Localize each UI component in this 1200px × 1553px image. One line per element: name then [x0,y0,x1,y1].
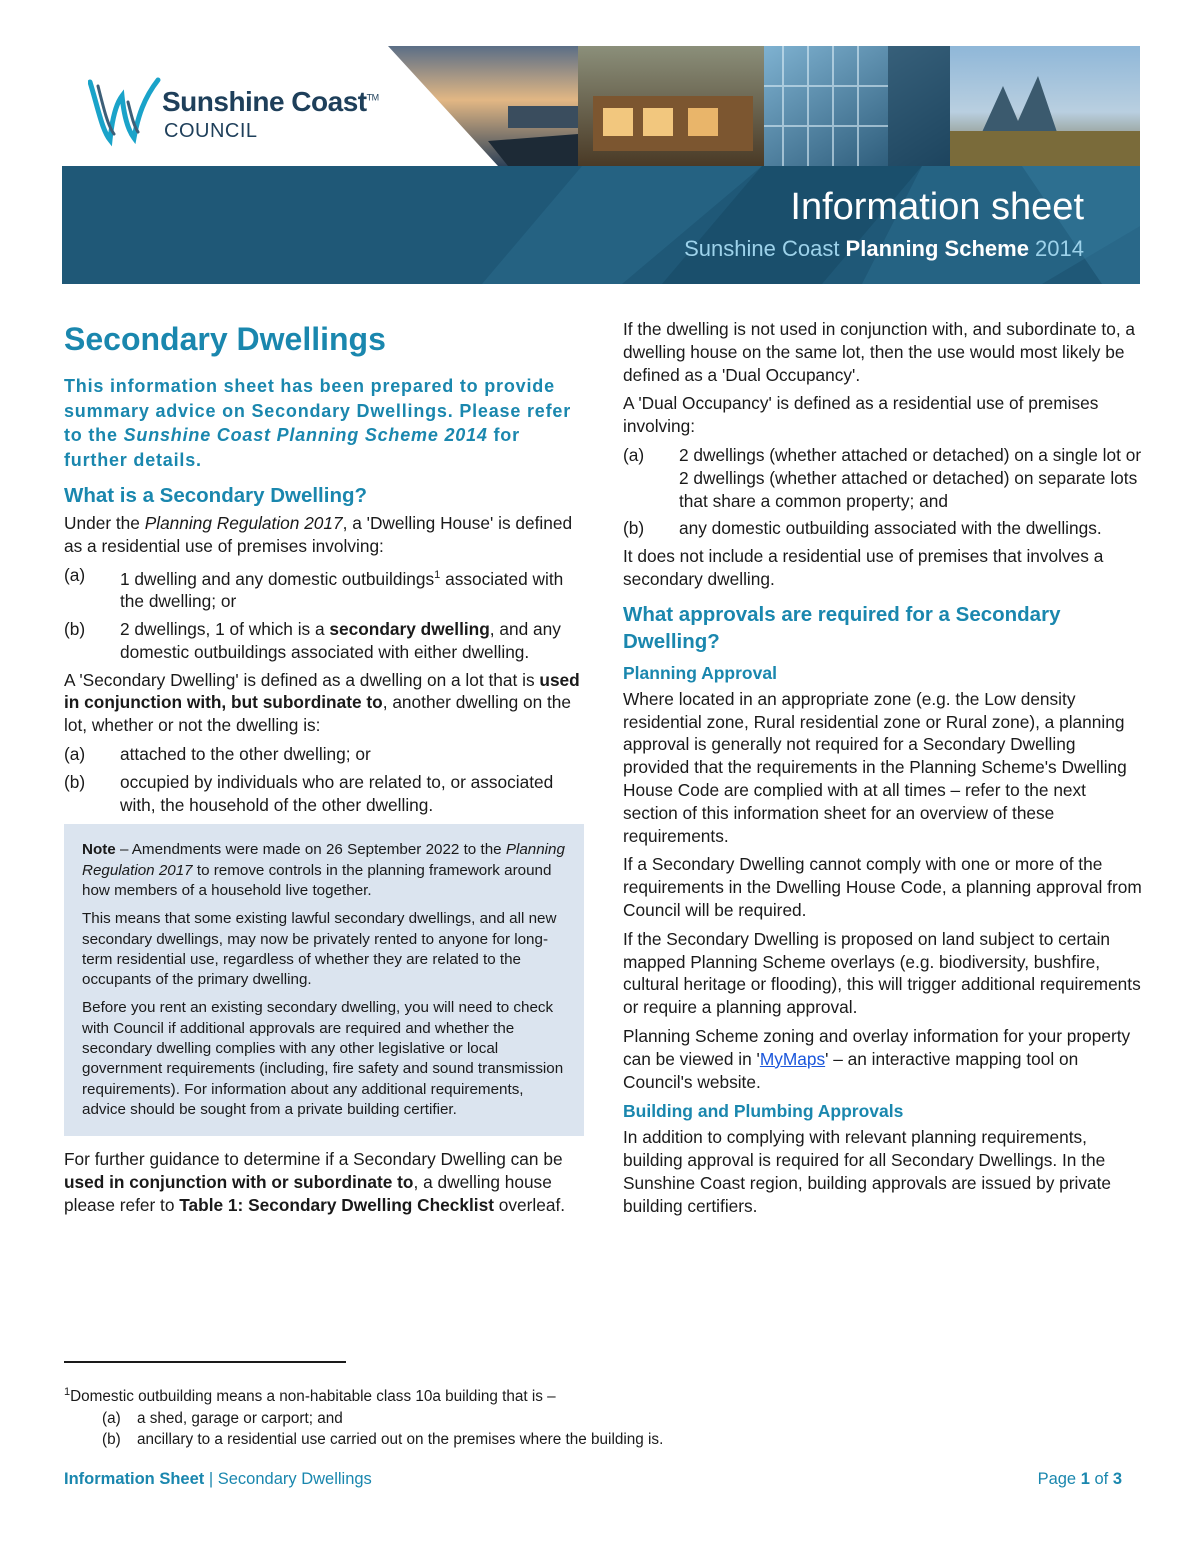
further-guidance-paragraph: For further guidance to determine if a Secondary Dwelling can be used in conjunction with or subordinate to, a dwelling house please refer to Table 1: Secondary Dwelling Checklist overleaf. [64,1149,566,1215]
footnote-text: $^1$Domestic outbuilding means a non-habitable class 10a building that is – [64,1386,556,1406]
planning-approval-paragraph: Where located in an appropriate zone (e.g. the Low density residential zone, Rural residential zone or Rural zone), a planning approval is generally not required for a Secondary Dwelling provided that the requirements in the Planning Scheme's Dwelling House Code are complied with at all times – refer to the next section of this information sheet for an overview of these requirements. [623,688,1127,846]
mymaps-link[interactable]: MyMaps [759,1048,826,1069]
council-logo [88,68,388,148]
heading-planning-approval: Planning Approval [623,662,777,683]
dual-occupancy-intro: If the dwelling is not used in conjunction with, and subordinate to, a dwelling house on the same lot, then the use would most likely be defined as a 'Dual Occupancy'. [623,319,1136,385]
left-column [64,318,584,1223]
note-box [64,824,584,1136]
exclusion-paragraph: It does not include a residential use of premises that involves a secondary dwelling. [623,546,1104,589]
note-paragraph: This means that some existing lawful secondary dwellings, and all new secondary dwellings, may now be privately rented to anyone for long-term residential use, regardless of whether they are related to the occupants of the primary dwelling. [82,910,557,989]
list-item: (a) 1 dwelling and any domestic outbuildings$^1$ associated with the dwelling; or [64,564,564,612]
list-item: (b) any domestic outbuilding associated with the dwellings. [623,518,1102,539]
dwelling-house-definition: Under the Planning Regulation 2017, a 'Dwelling House' is defined as a residential use of premises involving: [64,513,573,556]
banner-subtitle: Sunshine Coast Planning Scheme 2014 [684,236,1084,261]
building-approval-paragraph: In addition to complying with relevant planning requirements, building approval is required for all Secondary Dwellings. In the Sunshine Coast region, building approvals are issued by private building certifiers. [623,1127,1112,1216]
heading-building-approvals: Building and Plumbing Approvals [623,1101,904,1122]
mymaps-paragraph: Planning Scheme zoning and overlay information for your property can be viewed in 'MyMaps' – an interactive mapping tool on Council's website. [623,1025,1131,1092]
planning-approval-paragraph: If a Secondary Dwelling cannot comply with one or more of the requirements in the Dwelling House Code, a planning approval from Council will be required. [623,854,1142,920]
footnote-item: (b) ancillary to a residential use carried out on the premises where the building is. [102,1431,664,1449]
secondary-dwelling-definition: A 'Secondary Dwelling' is defined as a dwelling on a lot that is used in conjunction with, but subordinate to, another dwelling on the lot, whether or not the dwelling is: [64,669,580,736]
information-sheet-banner [62,166,1140,284]
footer-title: Information Sheet | Secondary Dwellings [64,1470,372,1488]
logo-name: Sunshine Coast™ [162,86,379,117]
wave-logo-icon [88,68,162,148]
note-paragraph: Before you rent an existing secondary dwelling, you will need to check with Council if additional approvals are required and whether the secondary dwelling complies with any other legislative or local government requirements (including, fire safety and sound transmission requirements). For information about any additional requirements, advice should be sought from a private building certifier. [82,999,564,1118]
logo-council: COUNCIL [164,120,258,142]
note-paragraph: Note – Amendments were made on 26 September 2022 to the Planning Regulation 2017 to remove controls in the planning framework around how members of a household live together. [82,841,565,899]
footnote-item: (a) a shed, garage or carport; and [102,1409,343,1427]
lead-paragraph: This information sheet has been prepared to provide summary advice on Secondary Dwellings. Please refer to the Sunshine Coast Planning Scheme 2014 for further details. [64,376,572,470]
banner-title: Information sheet [790,186,1084,228]
heading-what-is: What is a Secondary Dwelling? [64,484,368,507]
right-column [623,318,1143,1224]
list-item: (b) occupied by individuals who are related to, or associated with, the household of the other dwelling. [64,771,554,815]
page-title: Secondary Dwellings [64,321,386,357]
dual-occupancy-definition: A 'Dual Occupancy' is defined as a residential use of premises involving: [623,393,1099,437]
header-photo-strip [388,46,1140,166]
page-number: Page 1 of 3 [1037,1470,1122,1488]
heading-approvals: What approvals are required for a Secondary Dwelling? [623,602,1061,653]
planning-approval-paragraph: If the Secondary Dwelling is proposed on land subject to certain mapped Planning Scheme overlays (e.g. biodiversity, bushfire, cultural heritage or flooding), this will trigger additional requirements or require a planning approval. [623,928,1141,1018]
footnote [64,1382,1064,1451]
list-item: (a) attached to the other dwelling; or [64,743,371,764]
footnote-divider [64,1361,346,1363]
list-item: (b) 2 dwellings, 1 of which is a secondary dwelling, and any domestic outbuildings associated with either dwelling. [64,618,561,662]
list-item: (a) 2 dwellings (whether attached or detached) on a single lot or 2 dwellings (whether attached or detached) on separate lots that share a common property; and [623,444,1142,511]
